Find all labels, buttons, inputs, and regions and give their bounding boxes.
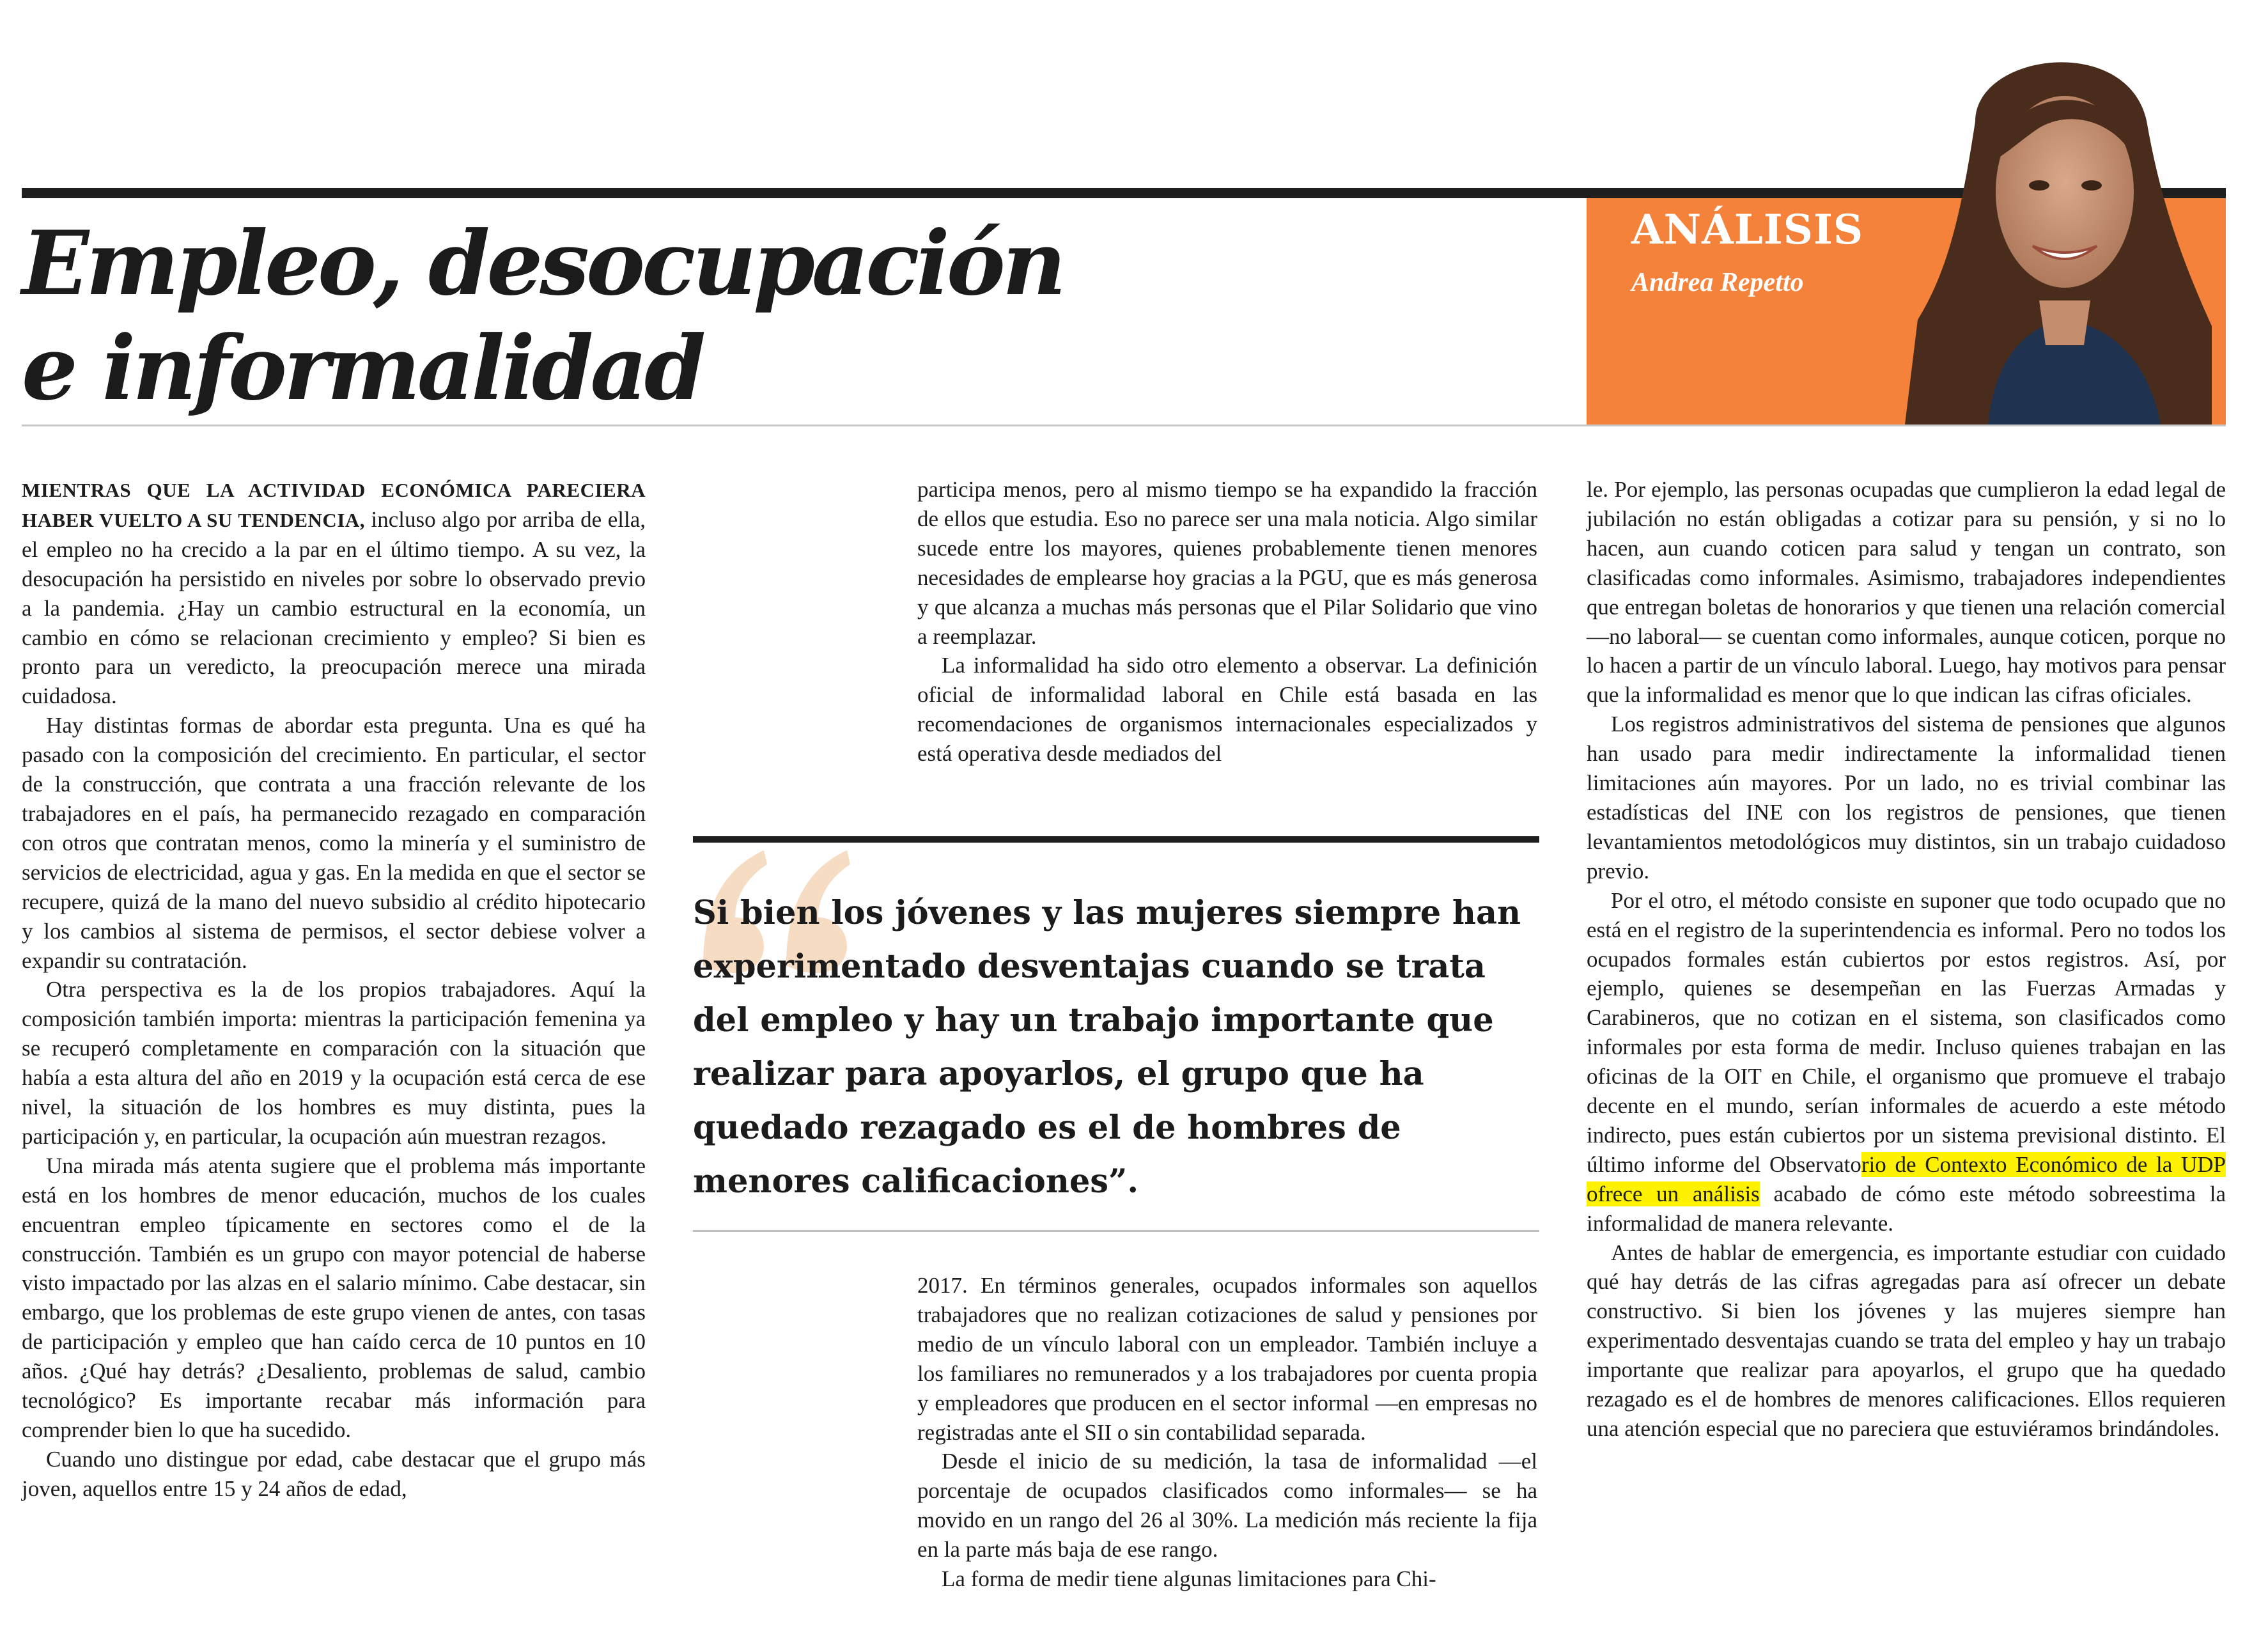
paragraph: Los registros administrativos del sistema de pensiones que algunos han usado para medir indirectamente la informalidad tienen limitaciones aún mayores. Por un lado, no es trivial combinar las estadísticas del INE con los registros de pensiones, que tienen levantamientos metodológicos muy distintos, sin un trabajo cuidadoso previo. xyxy=(1587,712,2226,884)
paragraph-text: Por el otro, el método consiste en suponer que todo ocupado que no está en el registro de la superintendencia es informal. Pero no todos los ocupados formales están cubiertos por estos registros. Así, por ejemplo, quienes se desempeñan en las Fuerzas Armadas y Carabineros, que no cotizan en el sistema, son clasificados como informales por esta forma de medir. Incluso quienes trabajan en las oficinas de la OIT en Chile, el organismo que promueve el trabajo decente en el mundo, serían informales de acuerdo a este método indirecto, pues están cubiertos por un sistema previsional distinto. El último informe del Observato xyxy=(1587,887,2226,1177)
headline-line-1: Empleo, desocupación xyxy=(22,211,1064,315)
paragraph: le. Por ejemplo, las personas ocupadas que cumplieron la edad legal de jubilación no están obligadas a cotizar para su pensión, y si no lo hacen, aun cuando coticen para salud y tengan un contrato, son clasificadas como informales. Asimismo, trabajadores independientes que entregan boletas de honorarios y que tienen una relación comercial —no laboral— se cuentan como informales, aunque coticen, porque no lo hacen a partir de un vínculo laboral. Luego, hay motivos para pensar que la informalidad es menor que lo que indican las cifras oficiales. xyxy=(1587,477,2226,708)
paragraph-text: incluso algo por arriba de ella, el empleo no ha crecido a la par en el último tiempo. A su vez, la desocupación ha persistido en niveles por sobre lo observado previo a la pandemia. ¿Hay un cambio estructural en la economía, un cambio en cómo se relacionan crecimiento y empleo? Si bien es pronto para un veredicto, la preocupación merece una mirada cuidadosa. xyxy=(22,506,646,709)
paragraph: La informalidad ha sido otro elemento a observar. La definición oficial de informalidad laboral en Chile está basada en las recomendaciones de organismos internacionales especializados y está operativa desde mediados del xyxy=(917,653,1537,767)
paragraph: Cuando uno distingue por edad, cabe destacar que el grupo más joven, aquellos entre 15 y 24 años de edad, xyxy=(22,1446,646,1501)
paragraph: Otra perspectiva es la de los propios trabajadores. Aquí la composición también importa: mientras la participación femenina ya se recuperó completamente en comparación con la situación que había a esta altura del año en 2019 y la ocupación está cerca de ese nivel, la situación de los hombres es muy distinta, pues la participación y, en particular, la ocupación aún muestran rezagos. xyxy=(22,977,646,1149)
article-column-2-bottom xyxy=(917,1271,1537,1594)
author-portrait-photo xyxy=(1879,26,2225,425)
article-column-3 xyxy=(1587,475,2226,1444)
paragraph: Hay distintas formas de abordar esta pregunta. Una es qué ha pasado con la composición del crecimiento. En particular, el sector de la construcción, que contrata a una fracción relevante de los trabajadores en el país, ha permanecido rezagado en comparación con otros que contratan menos, como la minería y el suministro de servicios de electricidad, agua y gas. En la medida en que el sector se recupere, quizá de la mano del nuevo subsidio al crédito hipotecario y los cambios al sistema de permisos, el sector debiese volver a expandir su contratación. xyxy=(22,713,646,973)
paragraph: Antes de hablar de emergencia, es importante estudiar con cuidado qué hay detrás de las cifras agregadas para así ofrecer un debate constructivo. Si bien los jóvenes y las mujeres siempre han experimentado desventajas cuando se trata del empleo y hay un trabajo importante que realizar para apoyarlos, el grupo que ha quedado rezagado es el de hombres de menores calificaciones. Ellos requieren una atención especial que no pareciera que estuviéramos brindándoles. xyxy=(1587,1240,2226,1441)
highlighted-text: rio de Contexto Económico de la UDP ofrece un análisis xyxy=(1587,1151,2226,1206)
headline xyxy=(22,211,1492,421)
paragraph xyxy=(22,475,646,711)
headline-line-2: e informalidad xyxy=(22,316,703,420)
pull-quote: Si bien los jóvenes y las mujeres siempre han experimentado desventajas cuando se trata del empleo y hay un trabajo importante que realizar para apoyarlos, el grupo que ha quedado rezagado es el de hombres de menores calificaciones”. xyxy=(693,894,1521,1201)
paragraph-text: acabado de cómo este método sobreestima la informalidad de manera relevante. xyxy=(1587,1181,2226,1236)
article-column-1 xyxy=(22,475,646,1504)
paragraph xyxy=(1587,886,2226,1238)
paragraph: 2017. En términos generales, ocupados informales son aquellos trabajadores que no realizan cotizaciones de salud y pensiones por medio de un vínculo laboral con un empleador. También incluye a los familiares no remunerados y a los trabajadores por cuenta propia y empleadores que producen en el sector informal —en empresas no registradas ante el SII o sin contabilidad separada. xyxy=(917,1273,1537,1445)
header-bottom-rule xyxy=(22,425,2226,426)
paragraph: Una mirada más atenta sugiere que el problema más importante está en los hombres de menor educación, muchos de los cuales encuentran empleo típicamente en sectores como el de la construcción. También es un grupo con mayor potencial de haberse visto impactado por las alzas en el salario mínimo. Cabe destacar, sin embargo, que los problemas de este grupo vienen de antes, con tasas de participación y empleo que han caído cerca de 10 puntos en 10 años. ¿Qué hay detrás? ¿Desaliento, problemas de salud, cambio tecnológico? Es importante recabar más información para comprender bien lo que ha sucedido. xyxy=(22,1153,646,1442)
pull-quote-bottom-rule xyxy=(693,1230,1539,1232)
paragraph: Desde el inicio de su medición, la tasa de informalidad —el porcentaje de ocupados clasificados como informales— se ha movido en un rango del 26 al 30%. La medición más reciente la fija en la parte más baja de ese rango. xyxy=(917,1449,1537,1562)
section-kicker: ANÁLISIS xyxy=(1631,206,1864,254)
article-column-2-top xyxy=(917,475,1537,768)
paragraph: participa menos, pero al mismo tiempo se ha expandido la fracción de ellos que estudia. Eso no parece ser una mala noticia. Algo similar sucede entre los mayores, quienes probablemente tienen menores necesidades de emplearse hoy gracias a la PGU, que es más generosa y que alcanza a muchas más personas que el Pilar Solidario que vino a reemplazar. xyxy=(917,477,1537,649)
paragraph: La forma de medir tiene algunas limitaciones para Chi- xyxy=(942,1566,1436,1592)
lead-in: MIENTRAS QUE LA ACTIVIDAD ECONÓMICA PARECIERA HABER VUELTO A SU TENDENCIA, xyxy=(22,479,646,531)
author-name: Andrea Repetto xyxy=(1631,268,1804,297)
